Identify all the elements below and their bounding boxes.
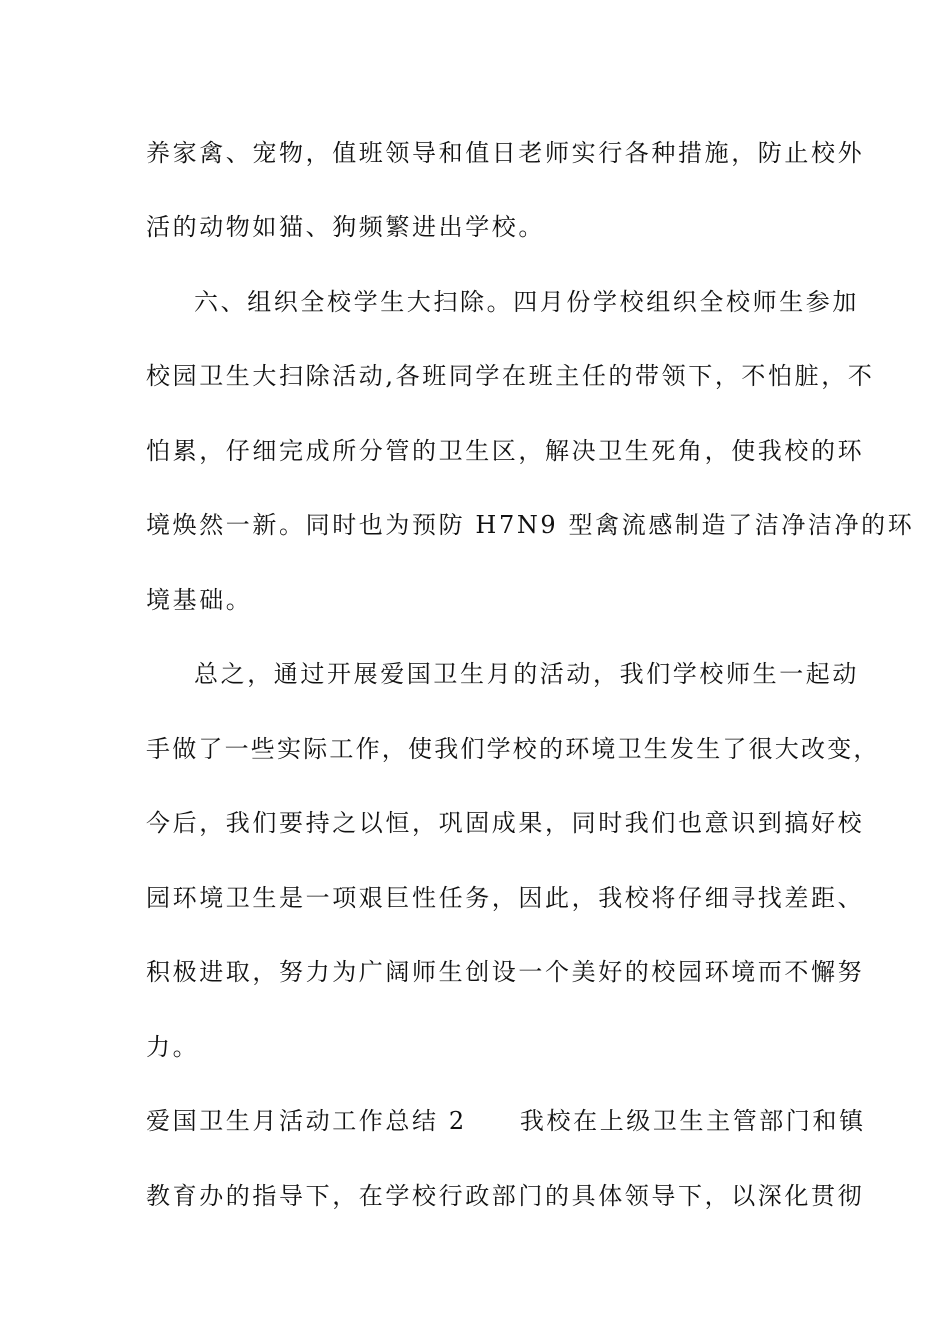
text-line: 园环境卫生是一项艰巨性任务，因此，我校将仔细寻找差距、 xyxy=(146,884,865,912)
text-line: 境基础。 xyxy=(146,586,253,614)
text-line: 怕累，仔细完成所分管的卫生区，解决卫生死角，使我校的环 xyxy=(146,437,865,465)
text-line: 手做了一些实际工作，使我们学校的环境卫生发生了很大改变， xyxy=(146,735,880,763)
text-line: 积极进取，努力为广阔师生创设一个美好的校园环境而不懈努 xyxy=(146,958,865,986)
text-line: 活的动物如猫、狗频繁进出学校。 xyxy=(146,213,545,241)
section-heading-line: 爱国卫生月活动工作总结 2 我校在上级卫生主管部门和镇 xyxy=(146,1107,866,1135)
paragraph-start-line: 总之，通过开展爱国卫生月的活动，我们学校师生一起动 xyxy=(194,660,859,688)
text-line: 校园卫生大扫除活动,各班同学在班主任的带领下，不怕脏，不 xyxy=(146,362,875,390)
text-line: 力。 xyxy=(146,1033,200,1061)
text-line: 境焕然一新。同时也为预防 H7N9 型禽流感制造了洁净洁净的环 xyxy=(146,511,915,539)
paragraph-start-line: 六、组织全校学生大扫除。四月份学校组织全校师生参加 xyxy=(194,288,859,316)
text-line: 教育办的指导下，在学校行政部门的具体领导下，以深化贯彻 xyxy=(146,1182,865,1210)
text-line: 今后，我们要持之以恒，巩固成果，同时我们也意识到搞好校 xyxy=(146,809,865,837)
text-line: 养家禽、宠物，值班领导和值日老师实行各种措施，防止校外 xyxy=(146,139,865,167)
